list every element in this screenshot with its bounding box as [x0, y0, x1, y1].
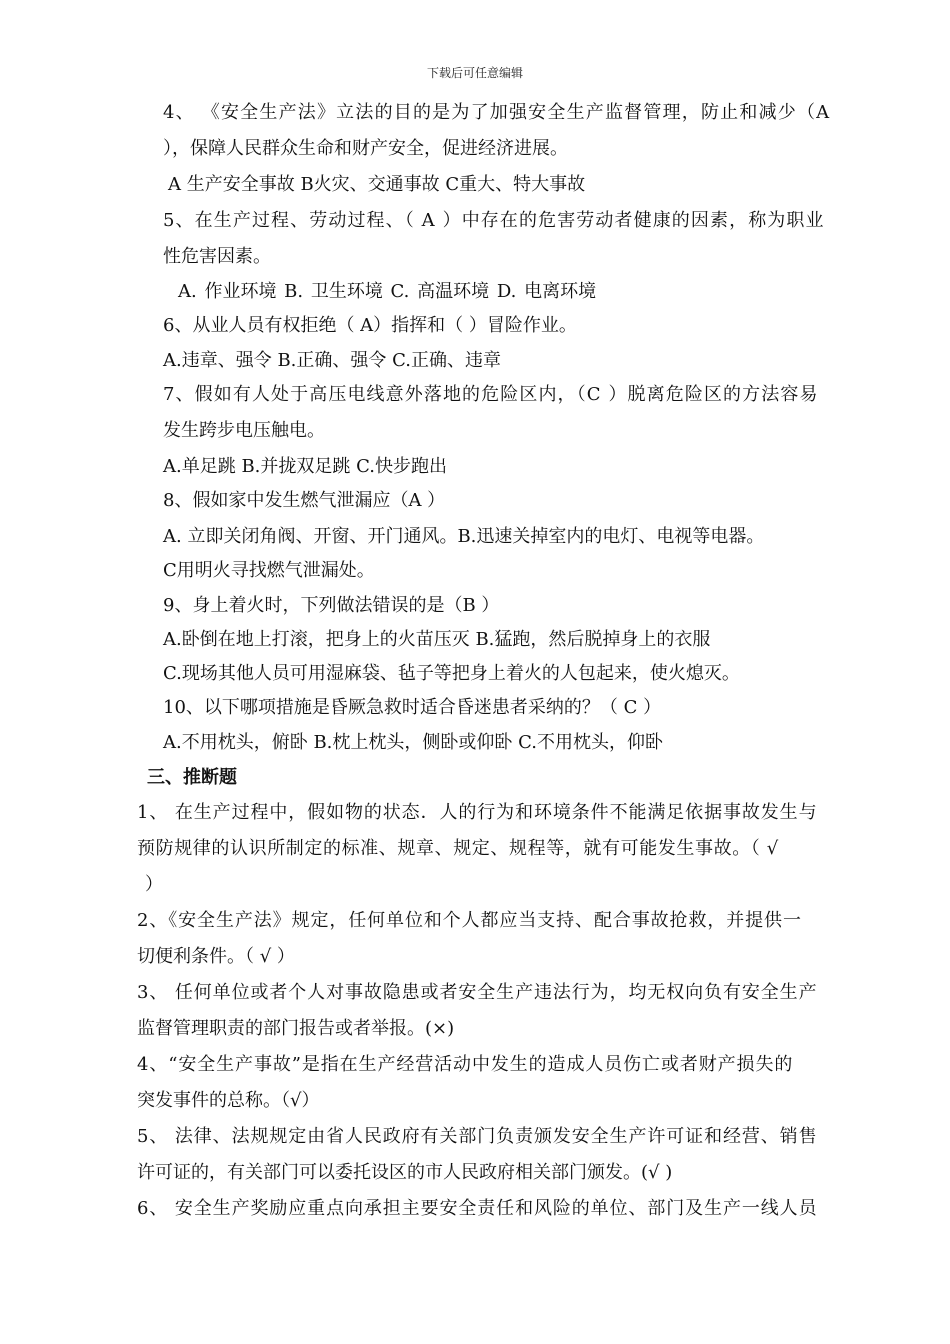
- question-4-line-2: ），保障人民群众生命和财产安全，促进经济进展。: [163, 138, 568, 159]
- question-8-options-ab: A. 立即关闭角阀、开窗、开门通风。B.迅速关掉室内的电灯、电视等电器。: [163, 526, 765, 547]
- page-header: 下载后可任意编辑: [426, 66, 523, 80]
- judgement-1-line-2: 预防规律的认识所制定的标准、规章、规定、规程等，就有可能发生事故。（ √: [137, 838, 779, 859]
- question-7-options: A.单足跳 B.并拢双足跳 C.快步跑出: [163, 456, 447, 477]
- judgement-1-line-1: 1、 在生产过程中，假如物的状态．人的行为和环境条件不能满足依据事故发生与: [137, 802, 818, 823]
- question-9-options-ab: A.卧倒在地上打滚，把身上的火苗压灭 B.猛跑，然后脱掉身上的衣服: [163, 629, 711, 650]
- judgement-1-line-3: ）: [145, 874, 163, 895]
- question-8-line: 8、假如家中发生燃气泄漏应（A ）: [163, 490, 446, 511]
- judgement-6-line-1: 6、 安全生产奖励应重点向承担主要安全责任和风险的单位、部门及生产一线人员: [137, 1198, 818, 1219]
- question-10-line: 10、以下哪项措施是昏厥急救时适合昏迷患者采纳的？（ C ）: [163, 697, 662, 718]
- judgement-4-line-1: 4、“安全生产事故”是指在生产经营活动中发生的造成人员伤亡或者财产损失的: [137, 1054, 794, 1075]
- question-4-options: A 生产安全事故 B火灾、交通事故 C重大、特大事故: [168, 174, 586, 195]
- judgement-2-line-1: 2、《安全生产法》规定，任何单位和个人都应当支持、配合事故抢救，并提供一: [137, 910, 802, 931]
- question-5-line-2: 性危害因素。: [163, 246, 271, 267]
- question-6-options: A.违章、强令 B.正确、强令 C.正确、违章: [163, 350, 501, 371]
- judgement-3-line-2: 监督管理职责的部门报告或者举报。(×): [137, 1018, 455, 1039]
- question-7-line-2: 发生跨步电压触电。: [163, 420, 325, 441]
- question-4-line-1: 4、 《安全生产法》立法的目的是为了加强安全生产监督管理，防止和减少（A: [163, 102, 831, 123]
- question-8-option-c: C用明火寻找燃气泄漏处。: [163, 560, 375, 581]
- judgement-5-line-1: 5、 法律、法规规定由省人民政府有关部门负责颁发安全生产许可证和经营、销售: [137, 1126, 818, 1147]
- judgement-5-line-2: 许可证的，有关部门可以委托设区的市人民政府相关部门颁发。(√ ): [137, 1162, 673, 1183]
- judgement-2-line-2: 切便利条件。（ √ ）: [137, 946, 295, 967]
- judgement-3-line-1: 3、 任何单位或者个人对事故隐患或者安全生产违法行为，均无权向负有安全生产: [137, 982, 818, 1003]
- question-9-line: 9、身上着火时，下列做法错误的是（B ）: [163, 595, 500, 616]
- judgement-4-line-2: 突发事件的总称。（√）: [137, 1090, 320, 1111]
- question-6-line: 6、从业人员有权拒绝（ A）指挥和（ ）冒险作业。: [163, 315, 577, 336]
- question-5-options: A. 作业环境 B. 卫生环境 C. 高温环境 D. 电离环境: [178, 281, 597, 302]
- question-5-line-1: 5、在生产过程、劳动过程、（ A ）中存在的危害劳动者健康的因素，称为职业: [163, 210, 825, 231]
- question-7-line-1: 7、假如有人处于高压电线意外落地的危险区内，（C ）脱离危险区的方法容易: [163, 384, 819, 405]
- section-heading-judgement: 三、推断题: [147, 767, 237, 788]
- question-10-options: A.不用枕头，俯卧 B.枕上枕头，侧卧或仰卧 C.不用枕头，仰卧: [163, 732, 663, 753]
- question-9-option-c: C.现场其他人员可用湿麻袋、毡子等把身上着火的人包起来，使火熄灭。: [163, 663, 740, 684]
